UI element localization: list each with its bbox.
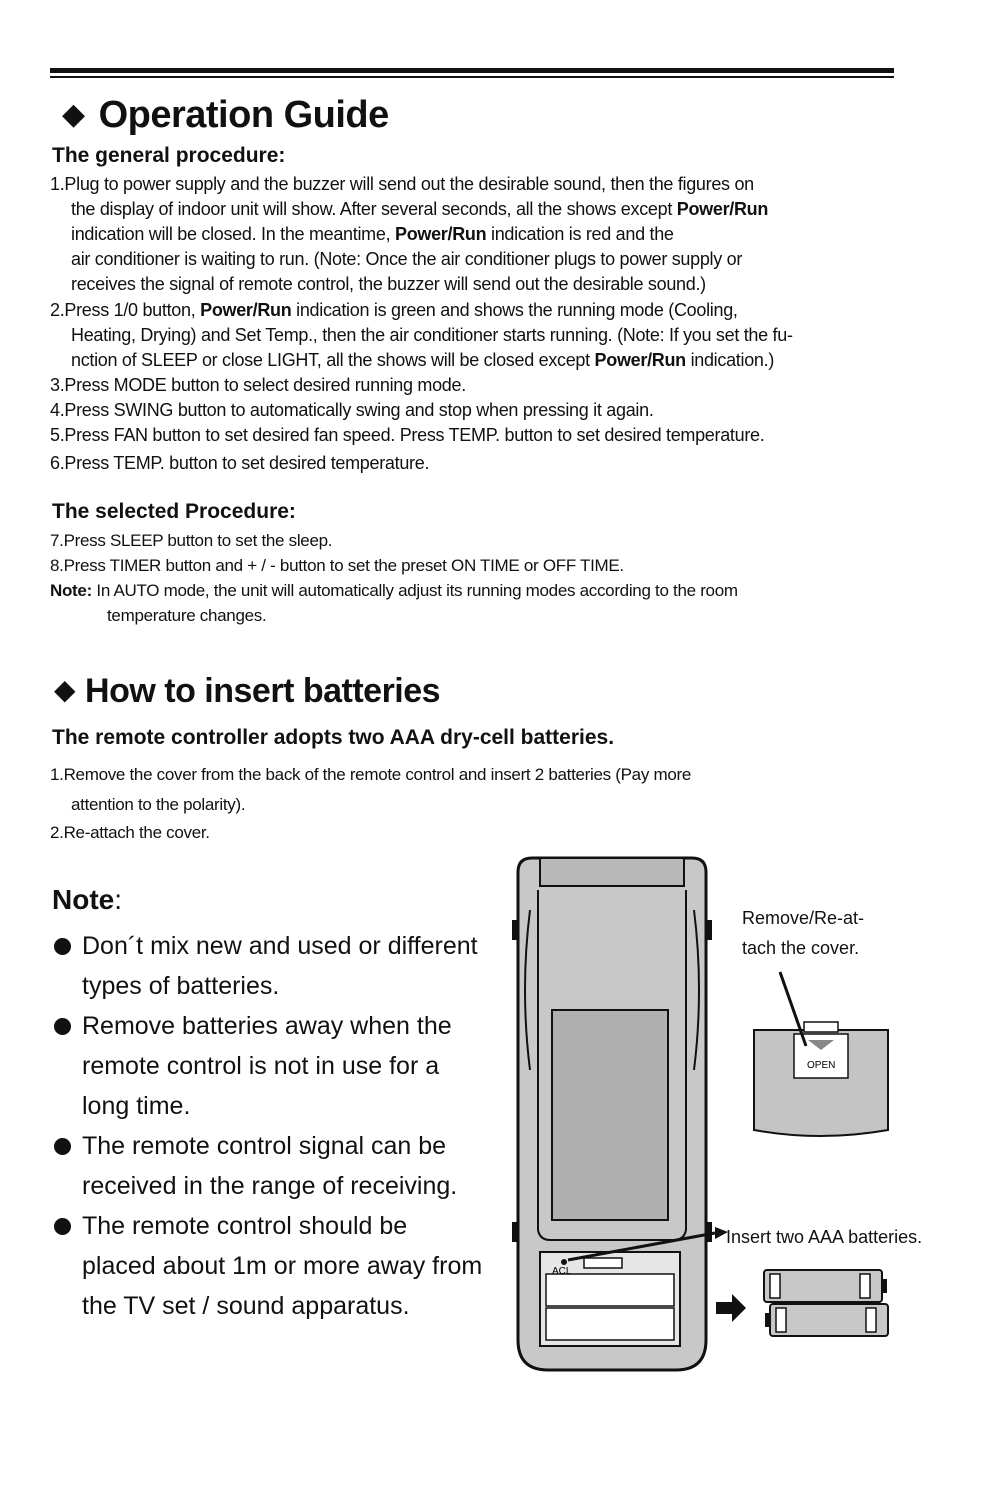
note-line: Don´t mix new and used or different xyxy=(82,932,478,960)
bullet-icon xyxy=(54,1018,71,1035)
list-item xyxy=(52,926,502,1006)
note-line: the TV set / sound apparatus. xyxy=(82,1292,410,1320)
arrow-right-icon xyxy=(716,1294,746,1322)
top-rule xyxy=(50,68,894,73)
battery-cover-detail xyxy=(754,972,888,1136)
auto-mode-note: Note: In AUTO mode, the unit will automatically adjust its running modes according to the room temperature changes. xyxy=(50,581,738,625)
batteries-subheading: The remote controller adopts two AAA dry-cell batteries. xyxy=(52,726,615,749)
insert-batteries-label: Insert two AAA batteries. xyxy=(726,1227,923,1247)
selected-procedure-step-8: 8.Press TIMER button and + / - button to set the preset ON TIME or OFF TIME. xyxy=(50,556,624,575)
aaa-batteries-icon xyxy=(764,1270,888,1336)
acl-label: ACL xyxy=(552,1266,572,1277)
bullet-icon xyxy=(54,938,71,955)
list-item xyxy=(52,1006,502,1126)
diamond-icon: ◆ xyxy=(54,674,76,705)
list-item xyxy=(52,1206,502,1326)
note-line: The remote control signal can be xyxy=(82,1132,447,1160)
general-procedure-step-6: 6.Press TEMP. button to set desired temperature. xyxy=(50,453,430,473)
general-procedure-step-5: 5.Press FAN button to set desired fan speed. Press TEMP. button to set desired temperature. xyxy=(50,425,765,445)
selected-procedure-step-7: 7.Press SLEEP button to set the sleep. xyxy=(50,531,333,550)
bullet-icon xyxy=(54,1138,71,1155)
battery-step-2: 2.Re-attach the cover. xyxy=(50,823,210,842)
cover-label xyxy=(742,903,864,963)
general-procedure-step-1: 1.Plug to power supply and the buzzer will send out the desirable sound, then the figures on the display of indoor unit will show. After several seconds, all the shows except Power/Run indication will be closed. In the meantime, Power/Run indication is red and the air conditioner is waiting to run. (Note: Once the air conditioner plugs to power supply or receives the signal of remote control, the buzzer will send out the desirable sound.) xyxy=(50,174,769,294)
diamond-icon: ◆ xyxy=(62,98,85,131)
note-line: long time. xyxy=(82,1092,191,1120)
remote-control-back xyxy=(512,858,712,1370)
selected-procedure-heading: The selected Procedure: xyxy=(52,500,296,523)
general-procedure-heading: The general procedure: xyxy=(52,144,286,167)
note-line: remote control is not in use for a xyxy=(82,1052,440,1080)
insert-batteries-title: ◆ How to insert batteries xyxy=(54,672,441,710)
note-line: types of batteries. xyxy=(82,972,280,1000)
note-line: Remove batteries away when the xyxy=(82,1012,452,1040)
bullet-icon xyxy=(54,1218,71,1235)
general-procedure-step-4: 4.Press SWING button to automatically swing and stop when pressing it again. xyxy=(50,400,654,420)
general-procedure-step-2: 2.Press 1/0 button, Power/Run indication is green and shows the running mode (Cooling, Heating, Drying) and Set Temp., then the air conditioner starts running. (Note: If you set the fu- nction of SLEEP or close LIGHT, all the shows will be closed except Power/Run indication.) xyxy=(50,300,793,370)
cover-label-line: tach the cover. xyxy=(742,938,860,958)
open-label: OPEN xyxy=(807,1060,836,1071)
list-item xyxy=(52,1126,502,1206)
operation-guide-title: ◆ Operation Guide xyxy=(62,94,389,136)
general-procedure-step-3: 3.Press MODE button to select desired running mode. xyxy=(50,375,466,395)
battery-note-title: Note: xyxy=(52,884,123,915)
battery-step-1: 1.Remove the cover from the back of the remote control and insert 2 batteries (Pay more attention to the polarity). xyxy=(50,765,691,814)
cover-label-line: Remove/Re-at- xyxy=(742,908,865,928)
note-line: received in the range of receiving. xyxy=(82,1172,458,1200)
battery-note-list xyxy=(52,926,502,1326)
remote-battery-figure xyxy=(500,850,980,1390)
top-rule-thin xyxy=(50,76,894,78)
note-line: placed about 1m or more away from xyxy=(82,1252,483,1280)
note-line: The remote control should be xyxy=(82,1212,408,1240)
